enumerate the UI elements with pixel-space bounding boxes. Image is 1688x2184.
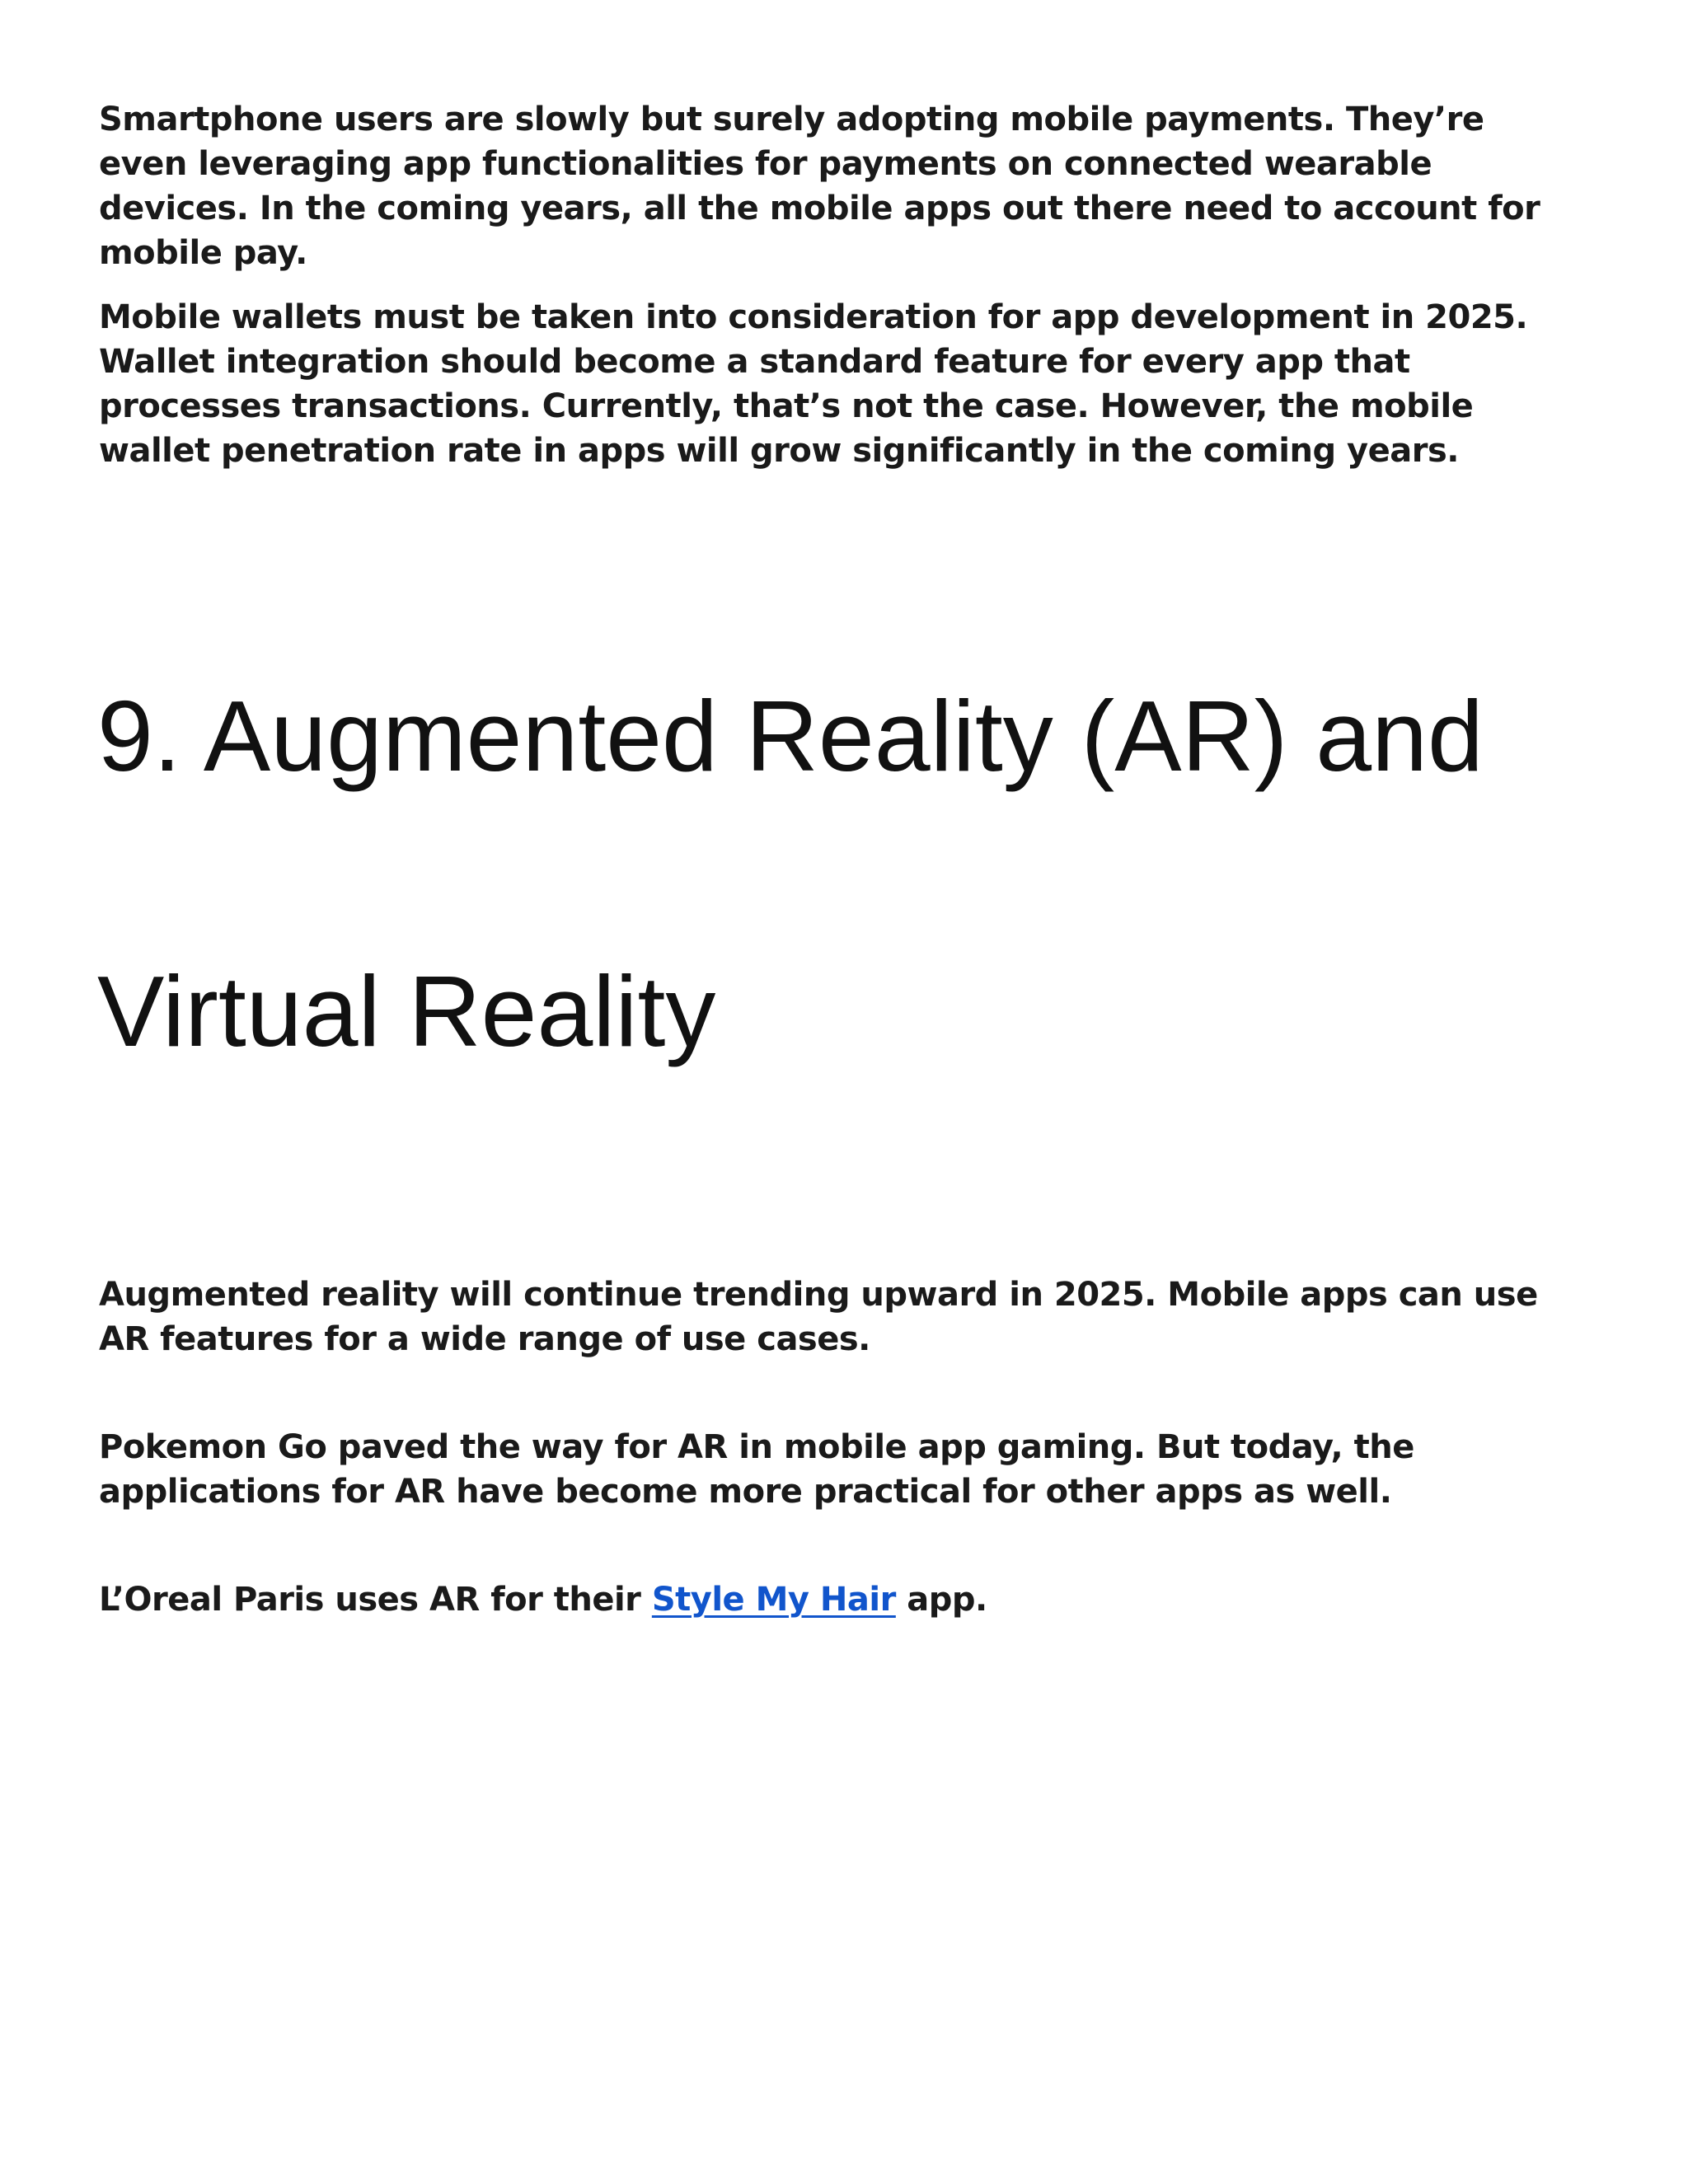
paragraph-mobile-wallets: Mobile wallets must be taken into consideration for app development in 2025. Wallet integration should become a standard feature for every app that processes transactions. Currently, that’s not the case. However, the mobile wallet penetration rate in apps will grow significantly in the coming years. (99, 298, 1528, 470)
style-my-hair-link[interactable]: Style My Hair (651, 1581, 896, 1619)
paragraph-loreal (99, 1577, 1566, 1622)
section-heading-line-1: 9. Augmented Reality (AR) and (97, 680, 1484, 792)
paragraph-mobile-payments: Smartphone users are slowly but surely adopting mobile payments. They’re even leveraging app functionalities for payments on connected wearable devices. In the coming years, all the mobile apps out there need to account for mobile pay. (99, 101, 1540, 272)
loreal-text-suffix: app. (895, 1581, 987, 1619)
loreal-text-prefix: L’Oreal Paris uses AR for their (99, 1581, 652, 1619)
section-heading-line-2: Virtual Reality (97, 955, 716, 1067)
paragraph-ar-trend: Augmented reality will continue trending upward in 2025. Mobile apps can use AR features for a wide range of use cases. (99, 1276, 1538, 1358)
paragraph-pokemon-go: Pokemon Go paved the way for AR in mobile app gaming. But today, the applications for AR have become more practical for other apps as well. (99, 1428, 1414, 1511)
